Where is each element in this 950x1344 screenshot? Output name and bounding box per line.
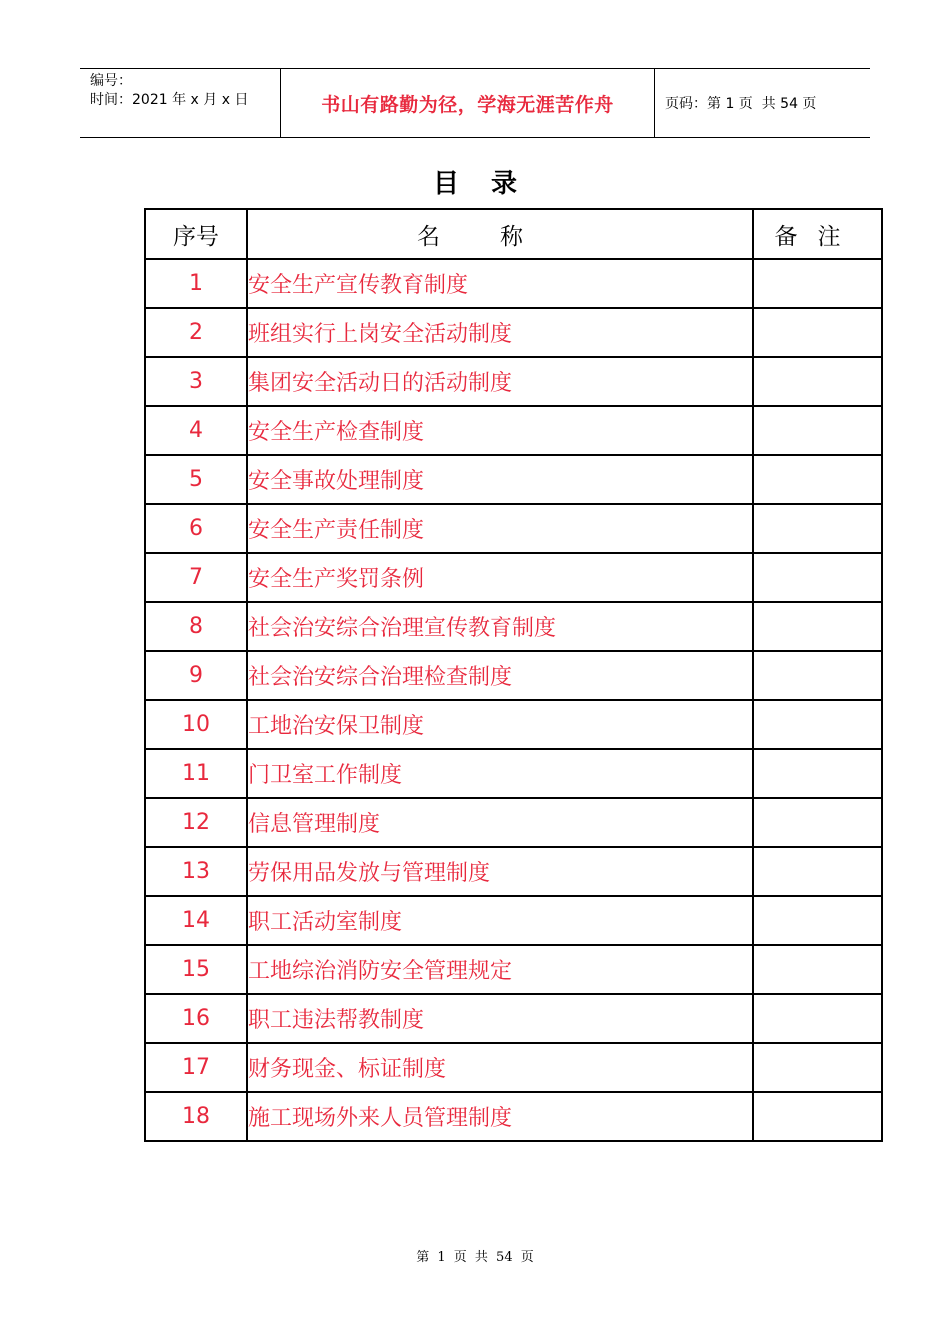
row-number: 2 xyxy=(145,308,247,357)
table-row xyxy=(145,896,882,945)
row-note xyxy=(753,1043,882,1092)
row-number: 12 xyxy=(145,798,247,847)
row-number: 18 xyxy=(145,1092,247,1141)
table-row xyxy=(145,308,882,357)
row-note xyxy=(753,945,882,994)
row-note xyxy=(753,700,882,749)
row-name: 施工现场外来人员管理制度 xyxy=(247,1092,753,1141)
table-row xyxy=(145,406,882,455)
table-row xyxy=(145,1092,882,1141)
row-note xyxy=(753,357,882,406)
header-motto: 书山有路勤为径，学海无涯苦作舟 xyxy=(281,69,655,137)
row-number: 15 xyxy=(145,945,247,994)
table-row xyxy=(145,798,882,847)
header-no: 序号 xyxy=(145,209,247,259)
row-note xyxy=(753,798,882,847)
row-number: 9 xyxy=(145,651,247,700)
time-label: 时间：2021 年 x 月 x 日 xyxy=(90,92,249,108)
row-note xyxy=(753,455,882,504)
row-number: 13 xyxy=(145,847,247,896)
row-name: 安全生产检查制度 xyxy=(247,406,753,455)
row-number: 8 xyxy=(145,602,247,651)
row-number: 17 xyxy=(145,1043,247,1092)
toc-body xyxy=(145,259,882,1141)
page-footer: 第 1 页 共 54 页 xyxy=(416,1250,534,1265)
page-title: 目录 xyxy=(432,169,549,199)
row-name: 社会治安综合治理宣传教育制度 xyxy=(247,602,753,651)
row-name: 职工活动室制度 xyxy=(247,896,753,945)
toc-table xyxy=(144,208,883,1142)
row-name: 安全生产宣传教育制度 xyxy=(247,259,753,308)
row-note xyxy=(753,602,882,651)
row-note xyxy=(753,896,882,945)
row-note xyxy=(753,504,882,553)
header-meta xyxy=(80,69,281,137)
row-note xyxy=(753,749,882,798)
page-info-text: 页码：第 1 页 共 54 页 xyxy=(665,96,817,112)
row-number: 5 xyxy=(145,455,247,504)
row-note xyxy=(753,1092,882,1141)
document-header xyxy=(80,68,870,138)
row-note xyxy=(753,651,882,700)
row-number: 3 xyxy=(145,357,247,406)
row-number: 6 xyxy=(145,504,247,553)
row-number: 1 xyxy=(145,259,247,308)
table-row xyxy=(145,602,882,651)
row-name: 工地治安保卫制度 xyxy=(247,700,753,749)
row-name: 信息管理制度 xyxy=(247,798,753,847)
table-row xyxy=(145,945,882,994)
table-header-row xyxy=(145,209,882,259)
header-name: 名称 xyxy=(247,209,753,259)
row-note xyxy=(753,259,882,308)
row-name: 安全生产责任制度 xyxy=(247,504,753,553)
row-name: 门卫室工作制度 xyxy=(247,749,753,798)
table-row xyxy=(145,994,882,1043)
row-note xyxy=(753,994,882,1043)
row-note xyxy=(753,847,882,896)
table-row xyxy=(145,700,882,749)
row-name: 班组实行上岗安全活动制度 xyxy=(247,308,753,357)
table-row xyxy=(145,553,882,602)
row-name: 职工违法帮教制度 xyxy=(247,994,753,1043)
number-label: 编号： xyxy=(90,73,132,89)
table-row xyxy=(145,357,882,406)
row-number: 16 xyxy=(145,994,247,1043)
table-row xyxy=(145,749,882,798)
row-number: 10 xyxy=(145,700,247,749)
table-row xyxy=(145,847,882,896)
row-note xyxy=(753,553,882,602)
table-row xyxy=(145,1043,882,1092)
row-name: 财务现金、标证制度 xyxy=(247,1043,753,1092)
row-name: 社会治安综合治理检查制度 xyxy=(247,651,753,700)
row-name: 集团安全活动日的活动制度 xyxy=(247,357,753,406)
table-row xyxy=(145,455,882,504)
row-name: 劳保用品发放与管理制度 xyxy=(247,847,753,896)
row-number: 4 xyxy=(145,406,247,455)
row-note xyxy=(753,308,882,357)
row-name: 安全生产奖罚条例 xyxy=(247,553,753,602)
header-page-info xyxy=(655,69,870,137)
row-number: 11 xyxy=(145,749,247,798)
row-name: 工地综治消防安全管理规定 xyxy=(247,945,753,994)
table-row xyxy=(145,259,882,308)
table-row xyxy=(145,504,882,553)
table-row xyxy=(145,651,882,700)
row-name: 安全事故处理制度 xyxy=(247,455,753,504)
header-note: 备注 xyxy=(753,209,882,259)
row-note xyxy=(753,406,882,455)
row-number: 14 xyxy=(145,896,247,945)
row-number: 7 xyxy=(145,553,247,602)
